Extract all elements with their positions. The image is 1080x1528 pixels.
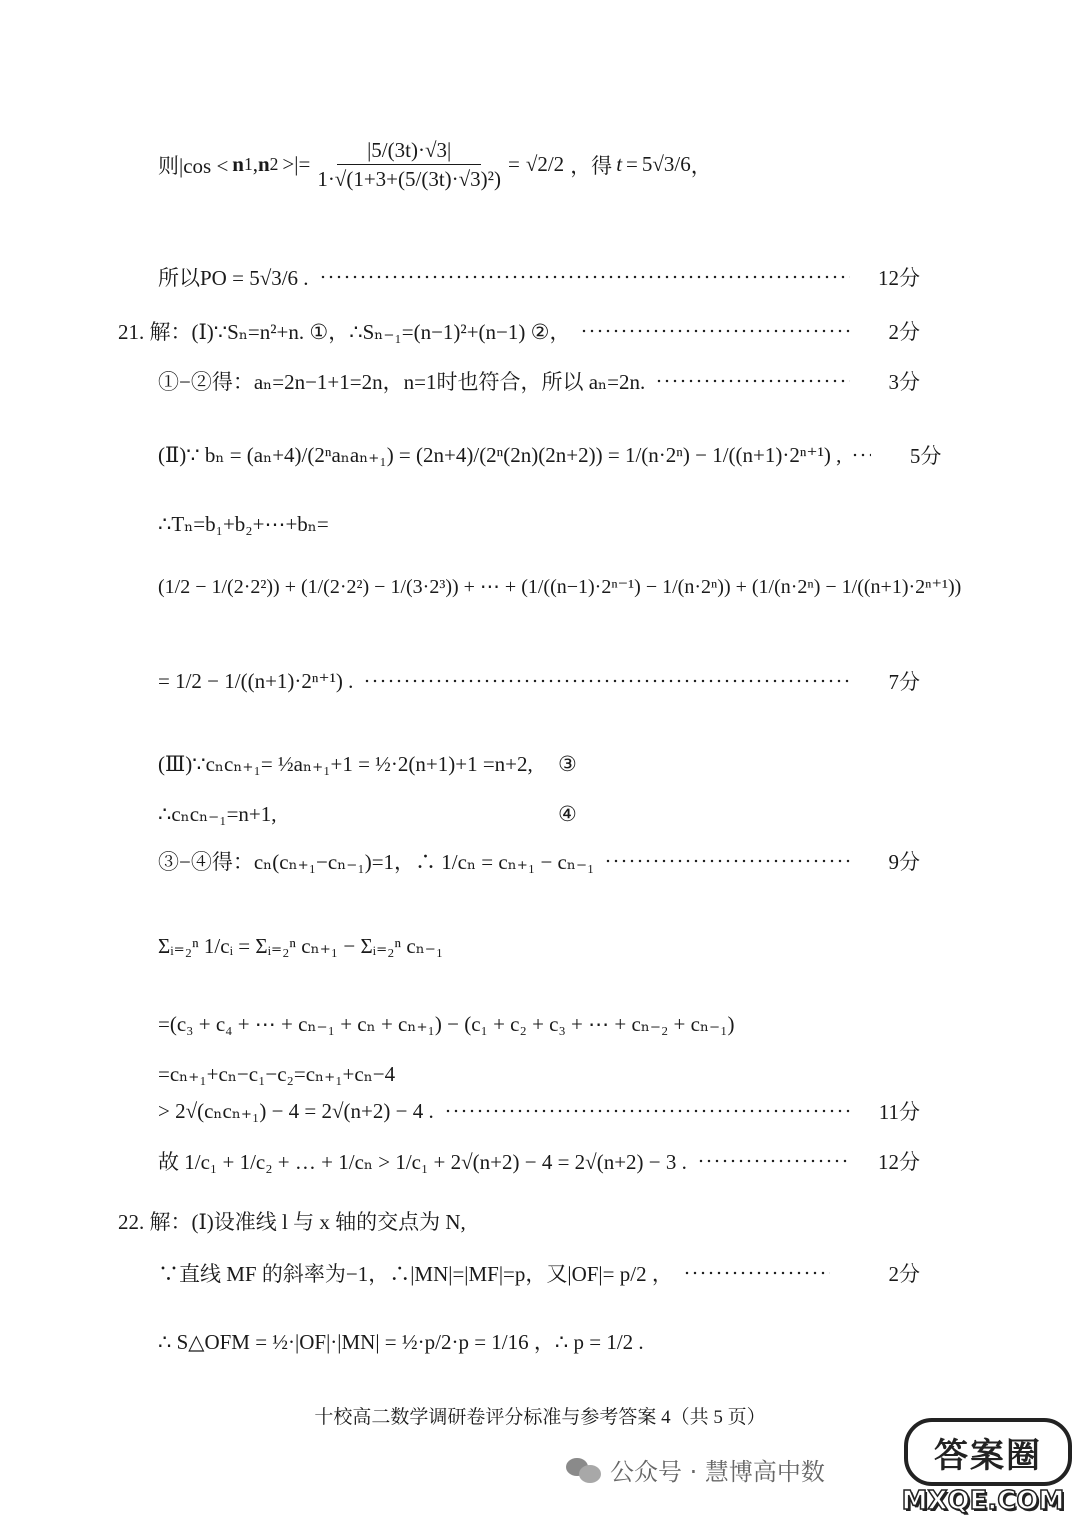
p21-tn-result-line <box>158 666 920 696</box>
score-12: 12分 <box>878 1150 920 1174</box>
p21-telescope-line <box>158 574 962 599</box>
p21-sum-text: Σᵢ₌₂ⁿ 1/cᵢ = Σᵢ₌₂ⁿ cₙ₊₁ − Σᵢ₌₂ⁿ cₙ₋₁ <box>158 934 444 958</box>
p21-expand-text: =(c₃ + c₄ + ⋯ + cₙ₋₁ + cₙ + cₙ₊₁) − (c₁ + c₂ + c₃ + ⋯ + cₙ₋₂ + cₙ₋₁) <box>158 1012 735 1036</box>
cos-denominator: 1·√(1+3+(5/(3t)·√3)²) <box>317 167 501 192</box>
t-value: 5√3/6 <box>641 152 691 177</box>
score-3: 3分 <box>888 370 920 394</box>
p22-area-line <box>158 1326 920 1356</box>
p21-cn-prev-line <box>158 802 920 827</box>
p21-conclusion-text: 故 1/c₁ + 1/c₂ + … + 1/cₙ > 1/c₁ + 2√(n+2) − 4 = 2√(n+2) − 3 . <box>158 1150 687 1174</box>
score-2: 2分 <box>888 1262 920 1286</box>
p21-bound-text: > 2√(cₙcₙ₊₁) − 4 = 2√(n+2) − 4 . <box>158 1098 434 1123</box>
site-logo-badge: 答案圈 <box>904 1418 1072 1486</box>
t-variable: t <box>616 152 623 177</box>
p21-subtract-text: ③−④得：cₙ(cₙ₊₁−cₙ₋₁)=1，∴ 1/cₙ = cₙ₊₁ − cₙ₋₁ <box>158 850 595 874</box>
vector-n1: n <box>232 152 244 177</box>
vector-n2: n <box>257 152 270 177</box>
p21-an-line <box>158 366 920 396</box>
score-11: 11分 <box>878 1100 920 1124</box>
p21-an-text: ①−②得：aₙ=2n−1+1=2n，n=1时也符合，所以 aₙ=2n. <box>158 370 646 394</box>
wechat-icon <box>566 1456 602 1484</box>
p21-telescope-text: (1/2 − 1/(2·2²)) + (1/(2·2²) − 1/(3·2³)) + ⋯ + (1/((n−1)·2ⁿ⁻¹) − 1/(n·2ⁿ)) + (1/(n·2ⁿ) − 1/((n+1)·2ⁿ⁺¹)) <box>158 576 962 598</box>
cos-then: ，得 <box>570 153 613 178</box>
po-result-text: 所以PO = 5√3/6 . <box>158 266 309 290</box>
p21-expand-line <box>158 1012 920 1037</box>
p21-subtract-line <box>158 846 920 876</box>
dot-leader <box>851 453 871 457</box>
p21-simplify-text: =cₙ₊₁+cₙ−c₁−c₂=cₙ₊₁+cₙ−4 <box>158 1062 396 1086</box>
cos-end: ， <box>690 153 712 178</box>
site-logo <box>898 1416 1068 1520</box>
p21-sum-line <box>158 934 920 959</box>
p21-cn-line <box>158 752 920 777</box>
cos-equals: = <box>507 152 520 177</box>
page-footer: 十校高二数学调研卷评分标准与参考答案 4（共 5 页） <box>314 1407 766 1428</box>
score-5: 5分 <box>909 444 942 468</box>
dot-leader <box>655 379 850 383</box>
p21-bn-line <box>158 440 942 470</box>
dot-leader <box>697 1159 850 1163</box>
p22-slope-line <box>158 1258 920 1288</box>
t-equals: = <box>626 152 638 177</box>
p21-tn-line <box>158 512 920 537</box>
site-logo-url: MXQE.COM <box>901 1486 1065 1516</box>
score-12: 12分 <box>878 266 920 290</box>
p21-part1-text: 21. 解：(Ⅰ)∵Sₙ=n²+n. ①，∴Sₙ₋₁=(n−1)²+(n−1) ②， <box>118 320 571 344</box>
p22-area-text: ∴ S△OFM = ½·|OF|·|MN| = ½·p/2·p = 1/16 ，∴ p = 1/2 . <box>158 1330 644 1354</box>
p22-intro-text: 22. 解：(Ⅰ)设准线 l 与 x 轴的交点为 N, <box>118 1210 466 1234</box>
p21-part1-line <box>118 316 920 346</box>
dot-leader <box>363 679 850 683</box>
cos-result: √2/2 <box>525 152 565 177</box>
score-2: 2分 <box>888 320 920 344</box>
cos-comma: , <box>252 152 258 177</box>
vector-n1-sub: 1 <box>243 154 253 175</box>
cos-fraction <box>314 138 504 191</box>
wechat-watermark-text: 公众号 · 慧博高中数 <box>610 1458 825 1486</box>
dot-leader <box>319 275 850 279</box>
wechat-watermark <box>566 1452 825 1487</box>
p22-intro-line <box>118 1206 920 1236</box>
cos-angle-line <box>158 138 920 191</box>
cos-prefix: 则|cos < <box>158 153 229 178</box>
circle-4-marker: ④ <box>558 802 577 826</box>
vector-n2-sub: 2 <box>269 154 279 175</box>
score-7: 7分 <box>888 670 920 694</box>
p21-bound-line <box>158 1096 920 1126</box>
p21-cn-text: (Ⅲ)∵cₙcₙ₊₁= ½aₙ₊₁+1 = ½·2(n+1)+1 =n+2, <box>158 752 533 776</box>
score-9: 9分 <box>888 850 920 874</box>
dot-leader <box>683 1271 830 1275</box>
p22-slope-text: ∵直线 MF 的斜率为−1，∴|MN|=|MF|=p，又|OF|= p/2 ， <box>158 1262 673 1286</box>
cos-suffix: >|= <box>282 152 311 177</box>
p21-simplify-line <box>158 1062 920 1087</box>
po-result-line <box>158 262 920 292</box>
p21-tn-result-text: = 1/2 − 1/((n+1)·2ⁿ⁺¹) . <box>158 668 354 693</box>
p21-tn-text: ∴Tₙ=b₁+b₂+⋯+bₙ= <box>158 512 329 536</box>
dot-leader <box>580 329 850 333</box>
p21-cn-prev-text: ∴cₙcₙ₋₁=n+1, <box>158 802 277 826</box>
cos-numerator: |5/(3t)·√3| <box>337 138 481 165</box>
p21-conclusion-line <box>158 1146 920 1176</box>
p21-bn-text: (Ⅱ)∵ bₙ = (aₙ+4)/(2ⁿaₙaₙ₊₁) = (2n+4)/(2ⁿ(2n)(2n+2)) = 1/(n·2ⁿ) − 1/((n+1)·2ⁿ⁺¹) , <box>158 442 842 467</box>
dot-leader <box>604 859 850 863</box>
dot-leader <box>444 1109 850 1113</box>
circle-3-marker: ③ <box>558 752 577 776</box>
